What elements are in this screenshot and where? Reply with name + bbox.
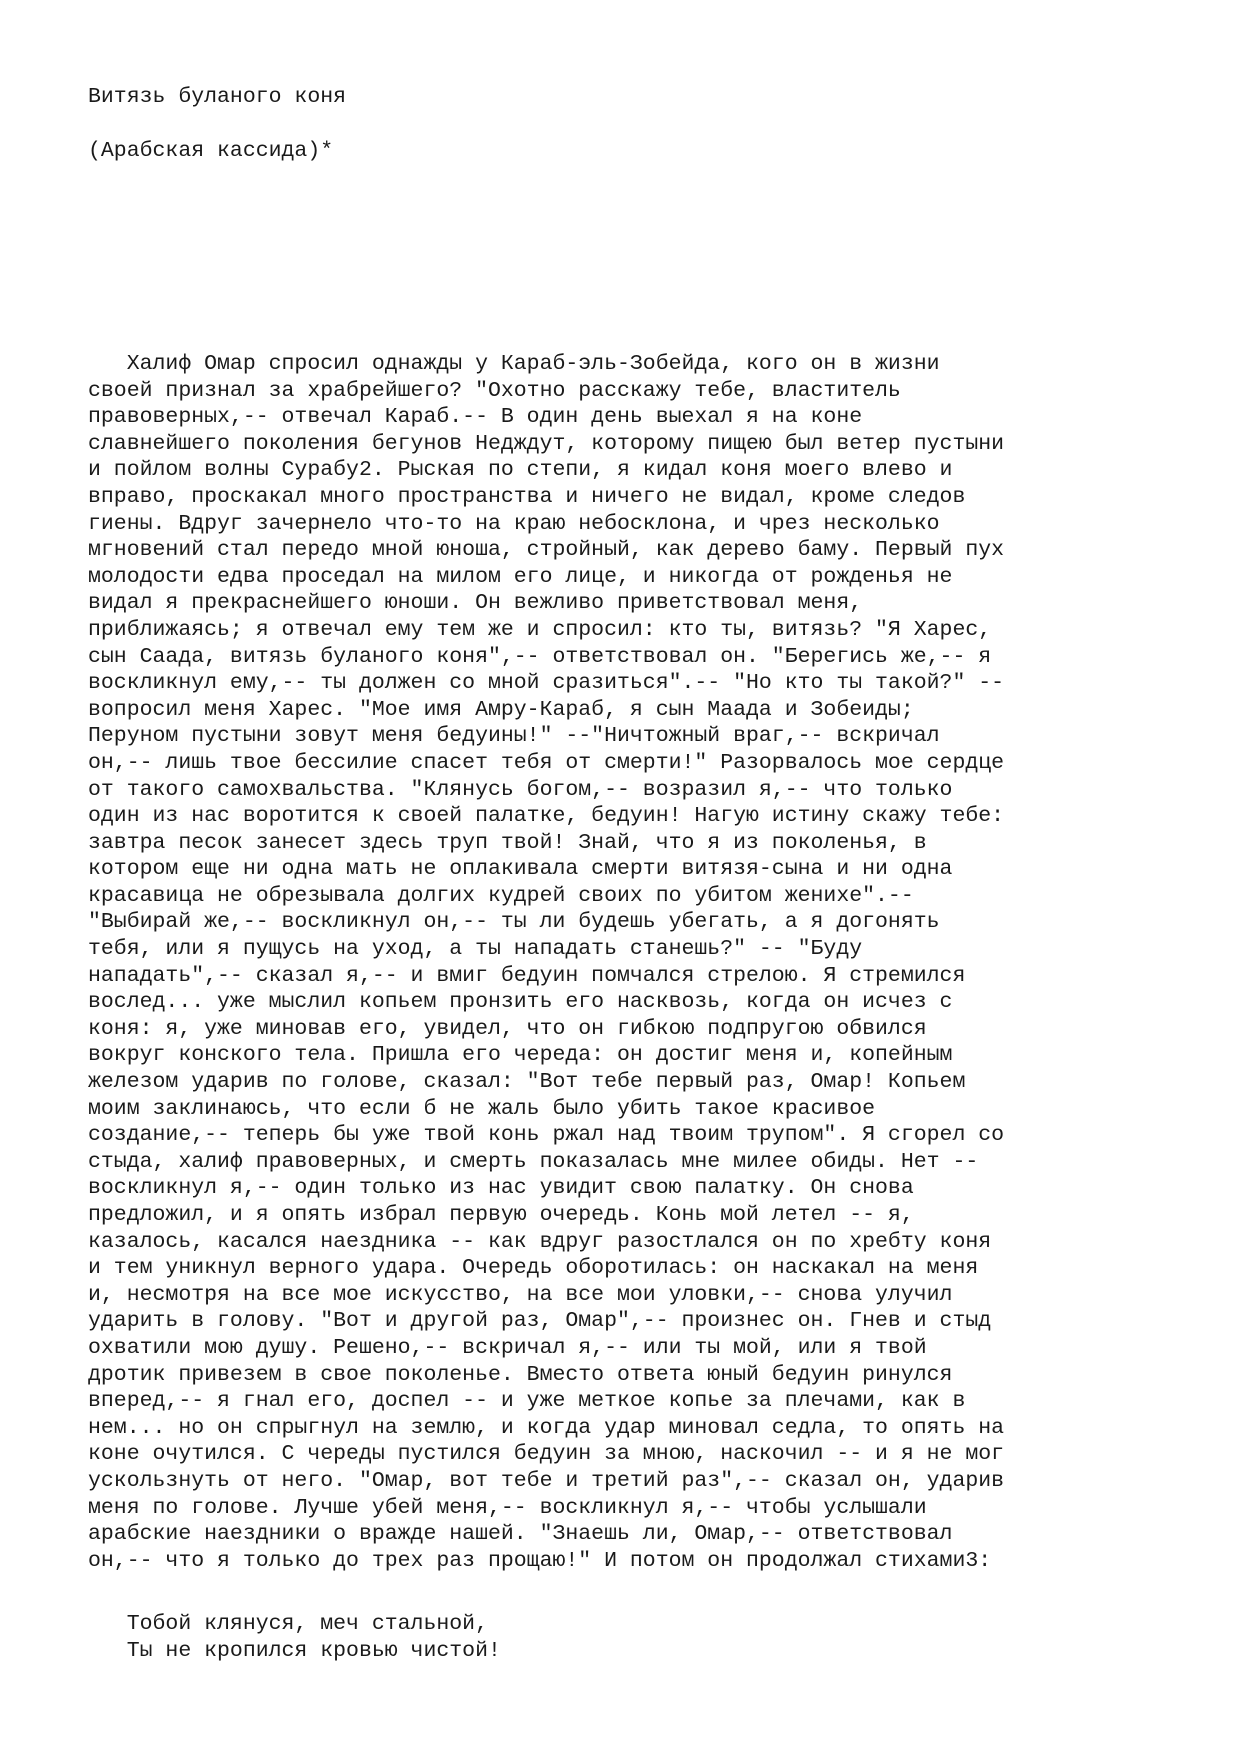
body-line: коня: я, уже миновав его, увидел, что он гибкою подпругою обвился	[88, 1016, 927, 1041]
body-line: и, несмотря на все мое искусство, на все мои уловки,-- снова улучил	[88, 1282, 953, 1307]
body-line: вперед,-- я гнал его, доспел -- и уже меткое копье за плечами, как в	[88, 1389, 966, 1414]
body-line: приближаясь; я отвечал ему тем же и спросил: кто ты, витязь? "Я Харес,	[88, 617, 992, 642]
verse-line: Ты не кропился кровью чистой!	[88, 1638, 501, 1663]
body-line: завтра песок занесет здесь труп твой! Знай, что я из поколенья, в	[88, 830, 927, 855]
body-line: вправо, проскакал много пространства и ничего не видал, кроме следов	[88, 484, 966, 509]
body-line: и пойлом волны Сурабу2. Рыская по степи, я кидал коня моего влево и	[88, 458, 953, 483]
body-line: он,-- лишь твое бессилие спасет тебя от смерти!" Разорвалось мое сердце	[88, 750, 1005, 775]
verse-text	[88, 1611, 501, 1664]
body-line: вокруг конского тела. Пришла его череда: он достиг меня и, копейным	[88, 1043, 953, 1068]
body-line: молодости едва проседал на милом его лице, и никогда от рожденья не	[88, 564, 953, 589]
body-line: ускользнуть от него. "Омар, вот тебе и третий раз",-- сказал он, ударив	[88, 1468, 1005, 1493]
body-line: от такого самохвальства. "Клянусь богом,-- возразил я,-- что только	[88, 777, 953, 802]
body-line: красавица не обрезывала долгих кудрей своих по убитом женихе".--	[88, 883, 914, 908]
body-line: арабские наездники о вражде нашей. "Знаешь ли, Омар,-- ответствовал	[88, 1522, 953, 1547]
body-line: Перуном пустыни зовут меня бедуины!" --"Ничтожный враг,-- вскричал	[88, 724, 940, 749]
body-line: котором еще ни одна мать не оплакивала смерти витязя-сына и ни одна	[88, 857, 953, 882]
body-line: сын Саада, витязь буланого коня",-- ответствовал он. "Берегись же,-- я	[88, 644, 992, 669]
body-line: воскликнул я,-- один только из нас увидит свою палатку. Он снова	[88, 1176, 914, 1201]
document-subtitle: (Арабская кассида)*	[88, 139, 334, 163]
body-line: "Выбирай же,-- воскликнул он,-- ты ли будешь убегать, а я догонять	[88, 910, 940, 935]
body-line: меня по голове. Лучше убей меня,-- воскликнул я,-- чтобы услышали	[88, 1495, 927, 1520]
body-line: воскликнул ему,-- ты должен со мной сразиться".-- "Но кто ты такой?" --	[88, 671, 1005, 696]
verse-line: Тобой клянуся, меч стальной,	[88, 1612, 488, 1636]
body-line: мгновений стал передо мной юноша, стройный, как дерево баму. Первый пух	[88, 538, 1005, 563]
body-line: один из нас воротится к своей палатке, бедуин! Нагую истину скажу тебе:	[88, 804, 1005, 829]
body-line: славнейшего поколения бегунов Недждут, которому пищею был ветер пустыни	[88, 431, 1005, 456]
body-line: казалось, касался наездника -- как вдруг разостлался он по хребту коня	[88, 1229, 992, 1254]
document-title: Витязь буланого коня	[88, 85, 347, 109]
body-line: коне очутился. С череды пустился бедуин за мною, наскочил -- и я не мог	[88, 1442, 1005, 1467]
body-line: предложил, и я опять избрал первую очередь. Конь мой летел -- я,	[88, 1203, 914, 1227]
body-line: он,-- что я только до трех раз прощаю!" И потом он продолжал стихами3:	[88, 1548, 992, 1573]
body-line: дротик привезем в свое поколенье. Вместо ответа юный бедуин ринулся	[88, 1362, 953, 1387]
body-line: ударить в голову. "Вот и другой раз, Омар",-- произнес он. Гнев и стыд	[88, 1309, 992, 1334]
body-line: видал я прекраснейшего юноши. Он вежливо приветствовал меня,	[88, 591, 863, 616]
body-line: охватили мою душу. Решено,-- вскричал я,-- или ты мой, или я твой	[88, 1335, 927, 1360]
body-text	[88, 351, 1004, 1574]
body-line: своей признал за храбрейшего? "Охотно расскажу тебе, властитель	[88, 378, 901, 403]
body-line: Халиф Омар спросил однажды у Караб-эль-Зобейда, кого он в жизни	[88, 352, 940, 376]
body-line: тебя, или я пущусь на уход, а ты нападать станешь?" -- "Буду	[88, 937, 863, 962]
body-line: нападать",-- сказал я,-- и вмиг бедуин помчался стрелою. Я стремился	[88, 963, 966, 988]
body-line: вослед... уже мыслил копьем пронзить его насквозь, когда он исчез с	[88, 990, 953, 1015]
body-line: моим заклинаюсь, что если б не жаль было убить такое красивое	[88, 1096, 876, 1121]
body-line: нем... но он спрыгнул на землю, и когда удар миновал седла, то опять на	[88, 1415, 1005, 1440]
body-line: правоверных,-- отвечал Караб.-- В один день выехал я на коне	[88, 405, 863, 430]
body-line: создание,-- теперь бы уже твой конь ржал над твоим трупом". Я сгорел со	[88, 1123, 1005, 1148]
body-line: вопросил меня Харес. "Мое имя Амру-Караб, я сын Маада и Зобеиды;	[88, 697, 914, 722]
body-line: стыда, халиф правоверных, и смерть показалась мне милее обиды. Нет --	[88, 1149, 979, 1174]
body-line: и тем уникнул верного удара. Очередь оборотилась: он наскакал на меня	[88, 1256, 979, 1281]
body-line: гиены. Вдруг зачернело что-то на краю небосклона, и чрез несколько	[88, 511, 940, 536]
body-line: железом ударив по голове, сказал: "Вот тебе первый раз, Омар! Копьем	[88, 1070, 966, 1095]
